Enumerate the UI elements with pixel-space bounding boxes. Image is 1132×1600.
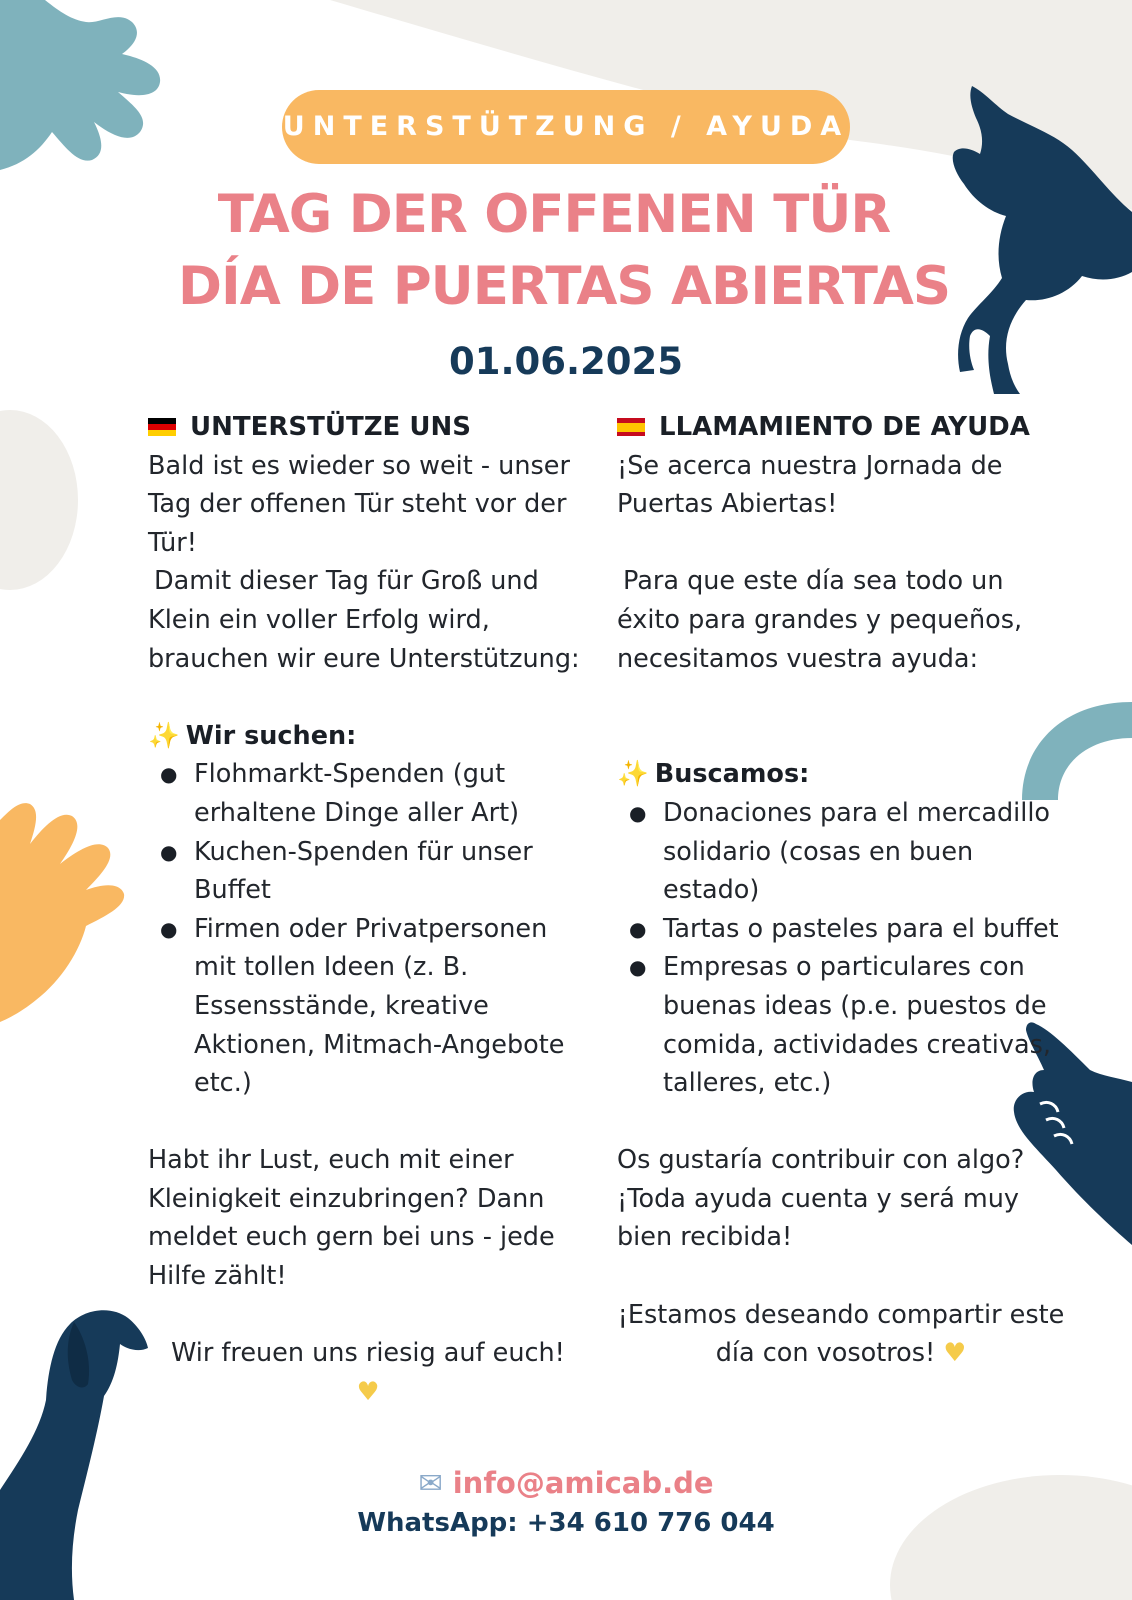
german-search-list [148,755,588,1102]
category-pill: UNTERSTÜTZUNG / AYUDA [282,90,850,164]
spanish-heading [617,408,1065,447]
spanish-closing: ¡Estamos deseando compartir este día con vosotros! ♥ [617,1299,1065,1369]
germany-flag-icon [148,418,176,436]
german-search-heading: ✨ Wir suchen: [148,720,357,751]
german-call-to-action: Habt ihr Lust, euch mit einer Kleinigkeit einzubringen? Dann meldet euch gern bei uns - jede Hilfe zählt! [148,1145,555,1292]
german-intro-2: Damit dieser Tag für Groß und Klein ein voller Erfolg wird, brauchen wir eure Unterstützung: [148,566,580,674]
spanish-column [617,408,1065,1373]
orange-hand-icon [0,790,130,1030]
spain-flag-icon [617,418,645,436]
german-column [148,408,588,1411]
list-item: ● Donaciones para el mercadillo solidario (cosas en buen estado) [617,794,1065,910]
list-item: ● Flohmarkt-Spenden (gut erhaltene Dinge aller Art) [148,755,588,832]
list-item: ● Kuchen-Spenden für unser Buffet [148,833,588,910]
list-item: ● Tartas o pasteles para el buffet [617,910,1065,949]
contact-email[interactable]: ✉ info@amicab.de [418,1466,714,1500]
german-heading [148,408,588,447]
sparkles-icon: ✨ [148,720,180,751]
list-item: ● Empresas o particulares con buenas ideas (p.e. puestos de comida, actividades creativas, talleres, etc.) [617,948,1065,1102]
teal-hand-icon [0,0,180,175]
contact-whatsapp[interactable]: WhatsApp: +34 610 776 044 [357,1508,775,1538]
love-letter-icon: ✉ [418,1466,443,1500]
dog-silhouette-icon [0,1300,150,1600]
title-german: TAG DER OFFENEN TÜR [217,184,891,245]
yellow-heart-icon: ♥ [356,1376,380,1407]
spanish-intro-1: ¡Se acerca nuestra Jornada de Puertas Abiertas! [617,450,1003,520]
event-date: 01.06.2025 [448,340,684,383]
list-item: ● Firmen oder Privatpersonen mit tollen Ideen (z. B. Essensstände, kreative Aktionen, Mitmach-Angebote etc.) [148,910,588,1103]
german-heading-text: UNTERSTÜTZE UNS [190,412,471,442]
title-spanish: DÍA DE PUERTAS ABIERTAS [177,256,951,317]
spanish-call-to-action: Os gustaría contribuir con algo? ¡Toda ayuda cuenta y será muy bien recibida! [617,1145,1025,1253]
german-closing: Wir freuen uns riesig auf euch! ♥ [171,1338,565,1407]
yellow-heart-icon: ♥ [943,1338,967,1369]
sparkles-icon: ✨ [617,759,649,790]
spanish-search-list [617,794,1065,1103]
spanish-heading-text: LLAMAMIENTO DE AYUDA [659,412,1030,442]
spanish-search-heading: ✨ Buscamos: [617,759,810,790]
german-intro-1: Bald ist es wieder so weit - unser Tag der offenen Tür steht vor der Tür! [148,450,570,558]
spanish-intro-2: Para que este día sea todo un éxito para grandes y pequeños, necesitamos vuestra ayuda: [617,566,1023,674]
